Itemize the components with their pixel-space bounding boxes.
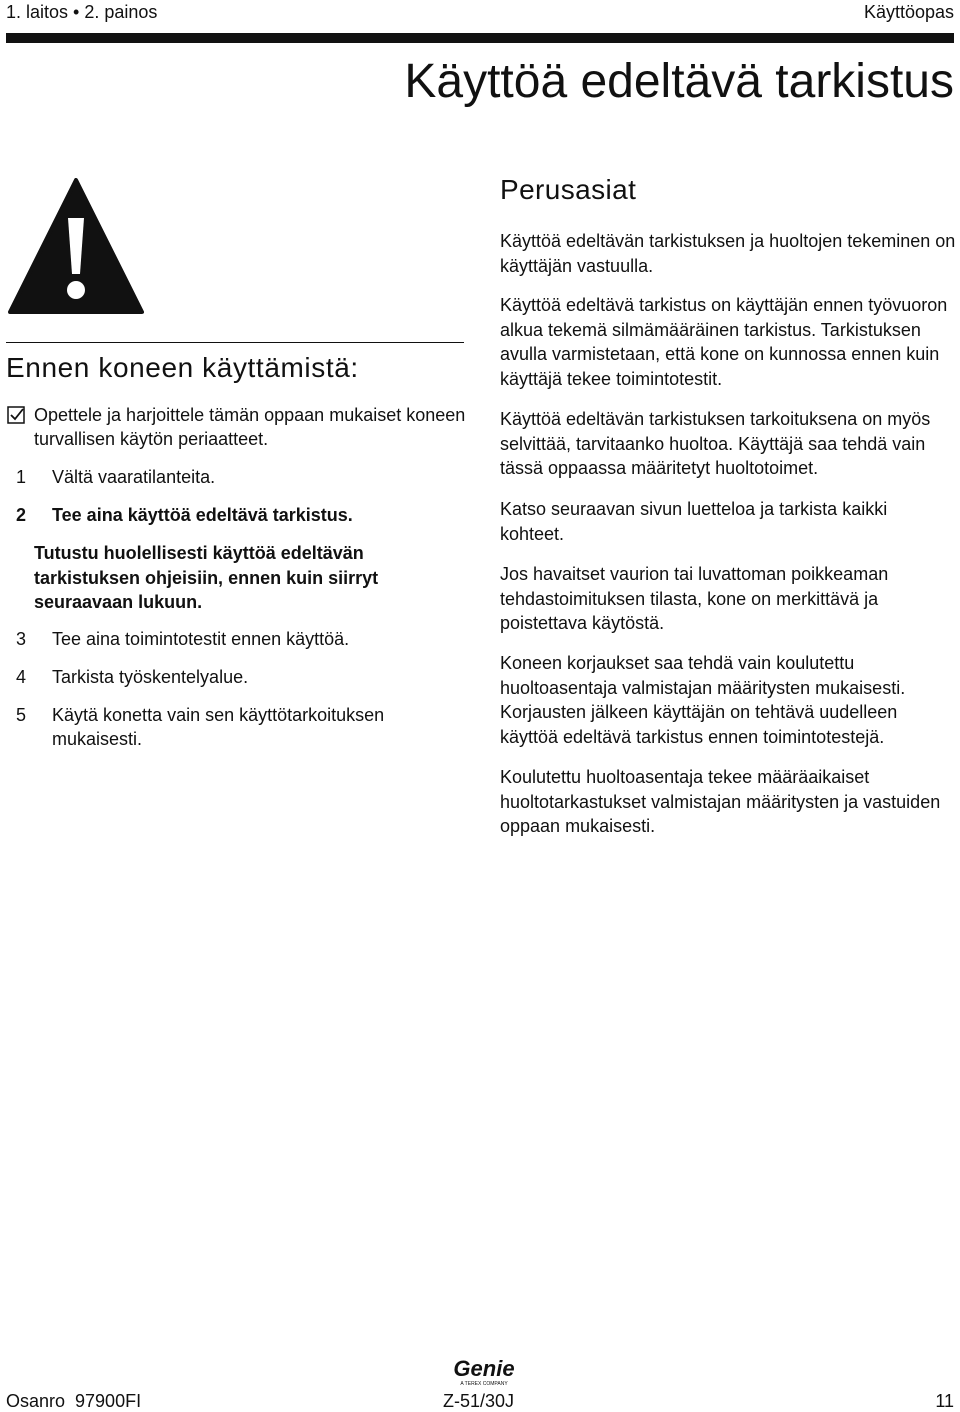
page-title: Käyttöä edeltävä tarkistus bbox=[404, 55, 954, 108]
right-heading: Perusasiat bbox=[500, 174, 637, 205]
paragraph bbox=[500, 229, 956, 278]
paragraph-text: Jos havaitset vaurion tai luvattoman poikkeaman tehdastoimituksen tilasta, kone on merkittävä ja poistettava käytöstä. bbox=[500, 564, 889, 633]
left-heading: Ennen koneen käyttämistä: bbox=[6, 352, 359, 383]
list-item bbox=[16, 503, 474, 527]
page-number: 11 bbox=[935, 1391, 954, 1411]
list-item bbox=[16, 465, 474, 489]
list-item bbox=[16, 627, 474, 651]
paragraph-text: Käyttöä edeltävän tarkistuksen ja huoltojen tekeminen on käyttäjän vastuulla. bbox=[500, 231, 956, 276]
genie-logo bbox=[448, 1356, 520, 1388]
paragraph-text: Käyttöä edeltävä tarkistus on käyttäjän ennen työvuoron alkua tekemä silmämääräinen tarkistus. Tarkistuksen avulla varmistetaan, että kone on kunnossa ennen kuin käyttäjä tekee toimintotestit. bbox=[500, 295, 948, 389]
item-text: Tarkista työskentelyalue. bbox=[52, 667, 249, 687]
paragraph bbox=[500, 407, 956, 481]
item-number: 4 bbox=[16, 667, 27, 687]
list-item bbox=[16, 703, 454, 751]
edition-label: 1. laitos • 2. painos bbox=[6, 2, 158, 22]
logo-tagline: A TEREX COMPANY bbox=[460, 1381, 508, 1387]
doc-type-label: Käyttöopas bbox=[863, 2, 954, 22]
warning-icon bbox=[8, 178, 144, 314]
model-label: Z-51/30J bbox=[443, 1391, 515, 1411]
item-text: Käytä konetta vain sen käyttötarkoituksen mukaisesti. bbox=[52, 705, 385, 749]
intro-text: Opettele ja harjoittele tämän oppaan mukaiset koneen turvallisen käytön periaatteet. bbox=[34, 405, 466, 449]
item-text: Tee aina käyttöä edeltävä tarkistus. bbox=[52, 505, 353, 525]
item-number: 3 bbox=[16, 629, 27, 649]
paragraph-text: Katso seuraavan sivun luetteloa ja tarkista kaikki kohteet. bbox=[500, 499, 888, 544]
checkbox-icon bbox=[7, 406, 25, 424]
item-number: 5 bbox=[16, 705, 27, 725]
paragraph-text: Koneen korjaukset saa tehdä vain koulutettu huoltoasentaja valmistajan määritysten mukaisesti. Korjausten jälkeen käyttäjän on tehtävä uudelleen käyttöä edeltävä tarkistus ennen toimintotestejä. bbox=[500, 653, 906, 747]
list-item bbox=[16, 665, 474, 689]
item-number: 1 bbox=[16, 467, 27, 487]
paragraph bbox=[500, 497, 956, 546]
item-text: Tee aina toimintotestit ennen käyttöä. bbox=[52, 629, 350, 649]
paragraph-text: Käyttöä edeltävän tarkistuksen tarkoituksena on myös selvittää, tarvitaanko huoltoa. Käyttäjä saa tehdä vain tässä oppaassa määritetyt huoltotoimet. bbox=[500, 409, 931, 478]
paragraph bbox=[500, 765, 956, 839]
paragraph bbox=[500, 293, 956, 391]
paragraph bbox=[500, 562, 956, 636]
paragraph-text: Koulutettu huoltoasentaja tekee määräaikaiset huoltotarkastukset valmistajan määritysten ja vastuiden oppaan mukaisesti. bbox=[500, 767, 941, 836]
paragraph bbox=[500, 651, 956, 749]
item-text: Vältä vaaratilanteita. bbox=[52, 467, 216, 487]
item-number: 2 bbox=[16, 505, 27, 525]
header-rule bbox=[6, 33, 954, 43]
part-number: Osanro 97900FI bbox=[6, 1391, 142, 1411]
emphasis-note: Tutustu huolellisesti käyttöä edeltävän tarkistuksen ohjeisiin, ennen kuin siirryt seuraavaan lukuun. bbox=[34, 543, 379, 612]
logo-wordmark: Genie bbox=[453, 1356, 515, 1381]
section-rule bbox=[6, 342, 464, 343]
